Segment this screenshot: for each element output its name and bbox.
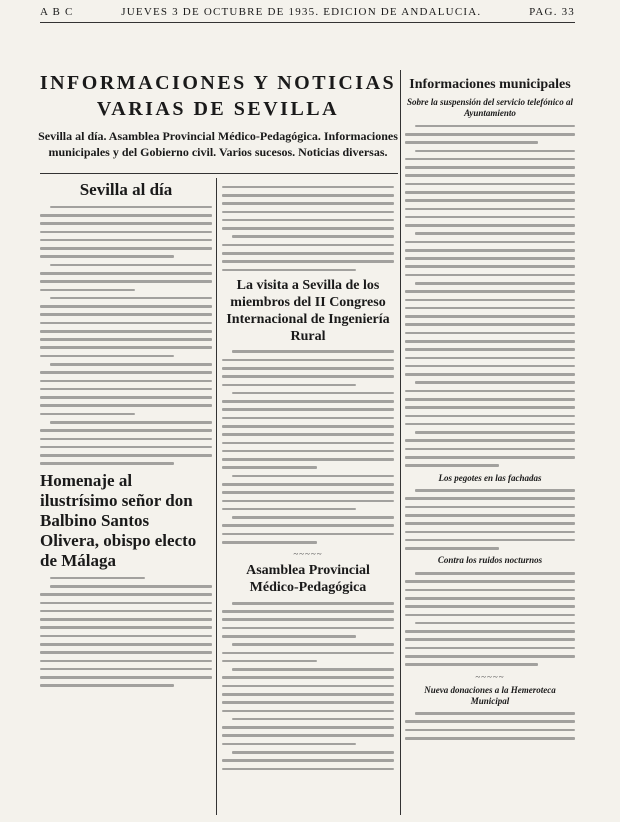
asamblea-heading: Asamblea Provincial Médico-Pedagógica (246, 563, 370, 596)
headline-underline (40, 173, 398, 174)
headline-line-2: VARIAS DE SEVILLA (96, 98, 340, 120)
masthead-page: PAG. 33 (529, 6, 575, 18)
municipales-heading: Informaciones municipales (409, 77, 571, 92)
congreso-heading: La visita a Sevilla de los miembros del II Congreso Internacional de Ingeniería Rural (226, 277, 390, 344)
subhead-hemeroteca: Nueva donaciones a la Hemeroteca Municipal (424, 684, 556, 706)
right-column (405, 76, 575, 816)
masthead-issue: JUEVES 3 DE OCTUBRE DE 1935. EDICION DE ANDALUCIA. (121, 6, 482, 18)
column-rule-left (216, 178, 217, 815)
ornament-divider: ~~~~~ (293, 549, 323, 560)
column-rule-right (400, 70, 401, 815)
subhead-pegotes: Los pegotes en las fachadas (438, 472, 542, 483)
homenaje-heading: Homenaje al ilustrísimo señor don Balbino Santos Olivera, obispo electo de Málaga (40, 471, 197, 570)
ruidos-text (405, 572, 575, 666)
ornament-divider-right: ~~~~~ (475, 671, 505, 682)
sevilla-al-dia-text (40, 206, 212, 465)
subhead-ruidos: Contra los ruidos nocturnos (437, 555, 543, 566)
main-headline (38, 70, 398, 122)
homenaje-text (40, 577, 212, 687)
left-column (40, 180, 212, 815)
pegotes-text (405, 489, 575, 550)
telefono-text (405, 125, 575, 467)
hemeroteca-text (405, 712, 575, 739)
masthead-paper: A B C (40, 6, 74, 18)
sevilla-al-dia-heading: Sevilla al día (79, 180, 173, 199)
sevilla-al-dia-continuation (222, 186, 394, 271)
headline-line-1: INFORMACIONES Y NOTICIAS (39, 72, 397, 94)
congreso-text (222, 350, 394, 543)
asamblea-text (222, 602, 394, 770)
subhead-telefono: Sobre la suspensión del servicio telefónico al Ayuntamiento (407, 97, 573, 118)
masthead (40, 2, 575, 23)
headline-deck: Sevilla al día. Asamblea Provincial Médico-Pedagógica. Informaciones municipales y del Gobierno civil. Varios sucesos. Noticias diversas. (38, 129, 398, 159)
middle-column (222, 180, 394, 815)
